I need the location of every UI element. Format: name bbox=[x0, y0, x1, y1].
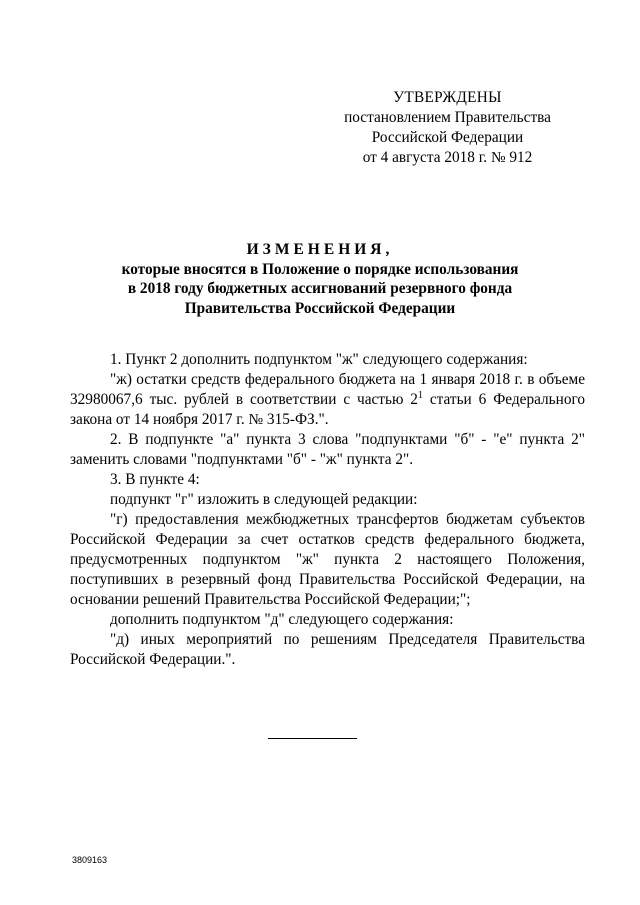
title-main: ИЗМЕНЕНИЯ, bbox=[246, 241, 394, 258]
title-sub-3: Правительства Российской Федерации bbox=[184, 299, 456, 317]
paragraph-7: дополнить подпунктом "д" следующего содержания: bbox=[110, 611, 454, 628]
paragraph-2-superscript: 1 bbox=[417, 389, 423, 401]
approval-line-date: от 4 августа 2018 г. № 912 bbox=[362, 149, 533, 166]
paragraph-5: подпункт "г" изложить в следующей редакции: bbox=[110, 491, 418, 508]
paragraph-2-text-a: "ж) остатки средств федерального бюджета на 1 января 2018 г. в объеме 32980067,6 тыс. рублей в соответствии с частью 2 bbox=[70, 371, 585, 408]
approval-stamp bbox=[335, 88, 560, 168]
title-sub-2: в 2018 году бюджетных ассигнований резервного фонда bbox=[127, 280, 513, 297]
paragraph-6: "г) предоставления межбюджетных трансфертов бюджетам субъектов Российской Федерации за счет остатков средств федерального бюджета, предусмотренных подпунктом "ж" пункта 2 настоящего Положения, поступивших в резервный фонд Правительства Российской Федерации, на основании решений Правительства Российской Федерации;"; bbox=[70, 511, 585, 608]
paragraph-2-text-b: статьи 6 Федерального закона от 14 ноября 2017 г. № 315-ФЗ.". bbox=[70, 391, 586, 428]
end-divider bbox=[268, 738, 357, 739]
document-title bbox=[70, 240, 570, 318]
approval-heading: УТВЕРЖДЕНЫ bbox=[393, 89, 502, 106]
title-sub-1: которые вносятся в Положение о порядке использования bbox=[121, 260, 519, 278]
document-body bbox=[70, 350, 585, 670]
paragraph-2 bbox=[70, 370, 585, 430]
document-code: 3809163 bbox=[72, 855, 108, 865]
approval-line-decree: постановлением Правительства bbox=[344, 109, 551, 126]
approval-line-federation: Российской Федерации bbox=[371, 129, 524, 146]
paragraph-4: 3. В пункте 4: bbox=[110, 471, 200, 488]
paragraph-3: 2. В подпункте "а" пункта 3 слова "подпунктами "б" - "е" пункта 2" заменить словами "подпунктами "б" - "ж" пункта 2". bbox=[70, 431, 585, 468]
paragraph-8: "д) иных мероприятий по решениям Председателя Правительства Российской Федерации.". bbox=[70, 631, 585, 668]
paragraph-1: 1. Пункт 2 дополнить подпунктом "ж" следующего содержания: bbox=[110, 351, 528, 368]
